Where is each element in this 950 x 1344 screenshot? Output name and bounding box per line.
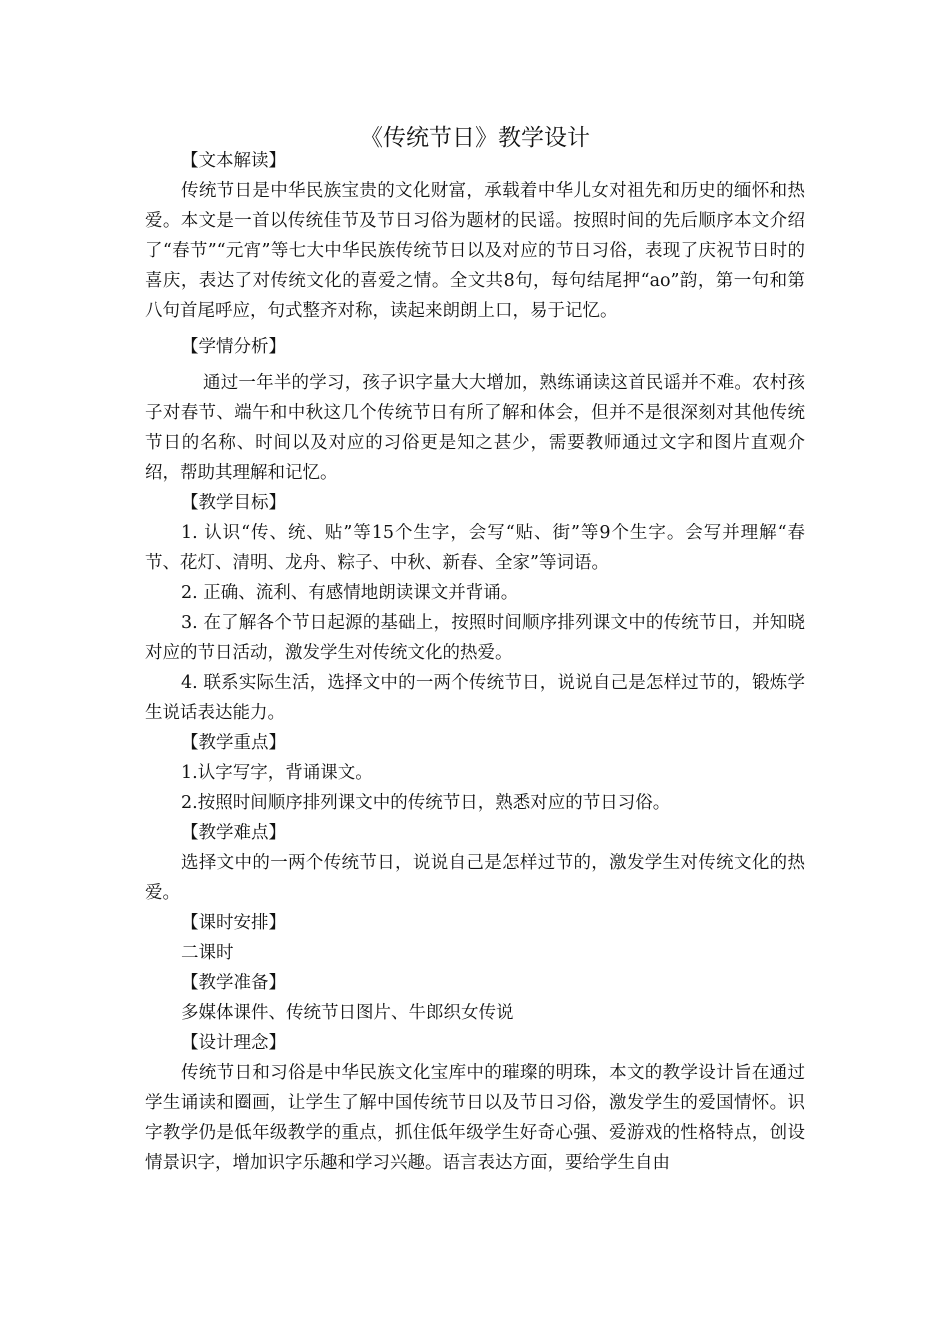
key-point-item: 2.按照时间顺序排列课文中的传统节日，熟悉对应的节日习俗。 xyxy=(181,793,671,813)
section-heading-philosophy: 【设计理念】 xyxy=(181,1033,286,1053)
section-heading-goals: 【教学目标】 xyxy=(181,493,286,513)
goal-item: 4. 联系实际生活，选择文中的一两个传统节日，说说自己是怎样过节的，锻炼学生说话表达能力。 xyxy=(145,673,805,723)
document-body xyxy=(145,146,805,1178)
section-heading-difficulties: 【教学难点】 xyxy=(181,823,286,843)
section-heading-learner-analysis: 【学情分析】 xyxy=(181,337,286,357)
section-heading-preparation: 【教学准备】 xyxy=(181,973,286,993)
section-heading-text-reading: 【文本解读】 xyxy=(181,151,286,171)
goal-item: 1. 认识“传、统、贴”等15个生字，会写“贴、街”等9个生字。会写并理解“春节、花灯、清明、龙舟、粽子、中秋、新春、全家”等词语。 xyxy=(145,523,805,573)
document-title: 《传统节日》教学设计 xyxy=(360,125,590,151)
paragraph-philosophy: 传统节日和习俗是中华民族文化宝库中的璀璨的明珠，本文的教学设计旨在通过学生诵读和圈画，让学生了解中国传统节日以及节日习俗，激发学生的爱国情怀。识字教学仍是低年级教学的重点，抓住低年级学生好奇心强、爱游戏的性格特点，创设情景识字，增加识字乐趣和学习兴趣。语言表达方面，要给学生自由 xyxy=(145,1063,805,1173)
section-heading-schedule: 【课时安排】 xyxy=(181,913,286,933)
goal-item: 3. 在了解各个节日起源的基础上，按照时间顺序排列课文中的传统节日，并知晓对应的节日活动，激发学生对传统文化的热爱。 xyxy=(145,613,805,663)
section-heading-key-points: 【教学重点】 xyxy=(181,733,286,753)
paragraph-difficulties: 选择文中的一两个传统节日，说说自己是怎样过节的，激发学生对传统文化的热爱。 xyxy=(145,853,805,903)
paragraph-schedule: 二课时 xyxy=(181,943,234,963)
paragraph-learner-analysis: 通过一年半的学习，孩子识字量大大增加，熟练诵读这首民谣并不难。农村孩子对春节、端午和中秋这几个传统节日有所了解和体会，但并不是很深刻对其他传统节日的名称、时间以及对应的习俗更是知之甚少，需要教师通过文字和图片直观介绍，帮助其理解和记忆。 xyxy=(145,373,805,483)
key-point-item: 1.认字写字，背诵课文。 xyxy=(181,763,373,783)
paragraph-preparation: 多媒体课件、传统节日图片、牛郎织女传说 xyxy=(181,1003,514,1023)
paragraph-text-reading: 传统节日是中华民族宝贵的文化财富，承载着中华儿女对祖先和历史的缅怀和热爱。本文是一首以传统佳节及节日习俗为题材的民谣。按照时间的先后顺序本文介绍了“春节”“元宵”等七大中华民族传统节日以及对应的节日习俗，表现了庆祝节日时的喜庆，表达了对传统文化的喜爱之情。全文共8句，每句结尾押“ao”韵，第一句和第八句首尾呼应，句式整齐对称，读起来朗朗上口，易于记忆。 xyxy=(145,181,805,321)
goal-item: 2. 正确、流利、有感情地朗读课文并背诵。 xyxy=(181,583,519,603)
